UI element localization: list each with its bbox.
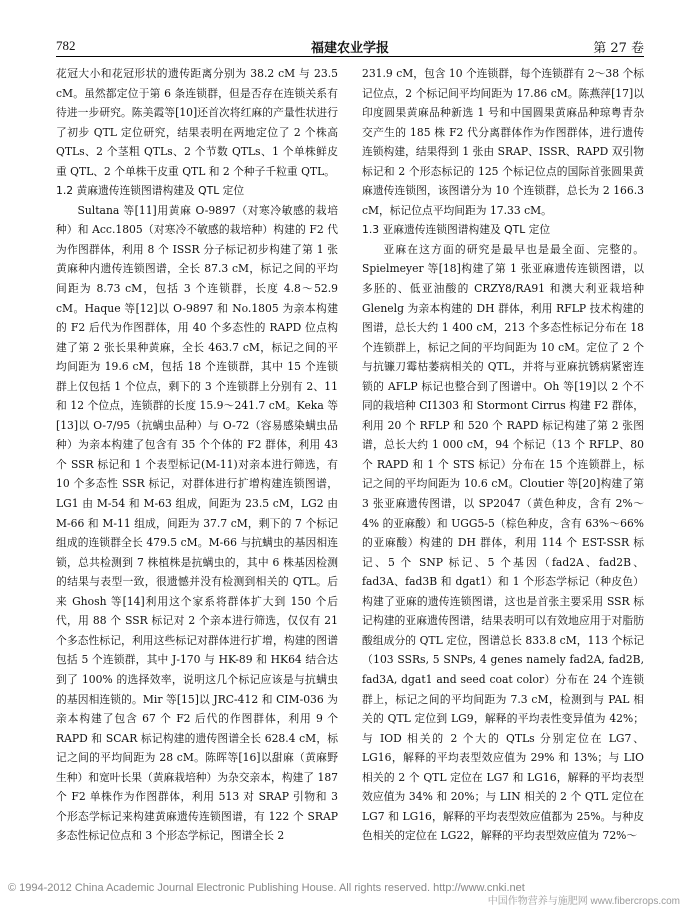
paragraph: Sultana 等[11]用黄麻 O-9897（对寒冷敏感的栽培种）和 Acc.1805（对寒冷不敏感的栽培种）构建的 F2 代为作图群体，利用 8 个 ISSR 分子标记初步构建了第 1 张黄麻种内遗传连锁图谱，全长 87.3 cM，标记之间的平均间距为 8.73 cM，包括 3 个连锁群，长度 4.8～52.9 cM。Haque 等[12]以 O-9897 和 No.1805 为亲本构建的 F2 后代为作图群体，用 40 个多态性的 RAPD 位点构建了第 2 张长果种黄麻，全长 463.7 cM，标记之间的平均间距为 19.6 cM，包括 18 个连锁群，其中 15 个连锁群上仅包括 1 个位点，剩下的 3 个连锁群上分别有 2、11 和 12 个位点，连锁群的长度 15.9～241.7 cM。Keka 等[13]以 O-7/95（抗螨虫品种）与 O-72（容易感染螨虫品种）为亲本构建了包含有 35 个个体的 F2 群体，利用 43 个 SSR 标记和 1 个表型标记(M-11)对亲本进行筛选，有 10 个多态性 SSR 标记，对群体进行扩增构建连锁图谱，LG1 由 M-54 和 M-63 组成，间距为 23.5 cM，LG2 由 M-66 和 M-11 组成，间距为 37.7 cM，剩下的 7 个标记组成的连锁群全长 479.5 cM。M-66 与抗螨虫的基因相连锁，总共检测到 7 株植株是抗螨虫的，其中 6 株基因检测的结果与表型一致，很遗憾并没有检测到相关的 QTL。后来 Ghosh 等[14]利用这个家系将群体扩大到 150 个后代，用 88 个 SSR 标记对 2 个亲本进行筛选，仅仅有 21 个多态性标记，利用这些标记对群体进行扩增，构建的图谱包括 5 个连锁群，其中 J-170 与 HK-89 和 HK64 结合达到了 100% 的选择效率，说明这几个标记应该是与抗螨虫的基因相连锁的。Mir 等[15]以 JRC-412 和 CIM-036 为亲本构建了包含 67 个 F2 后代的作图群体，利用 9 个 RAPD 和 SCAR 标记构建的遗传图谱全长 628.4 cM，标记之间的平均间距为 28 cM。陈晖等[16]以甜麻（黄麻野生种）和宽叶长果（黄麻栽培种）为杂交亲本，构建了 187 个 F2 单株作为作图群体，利用 513 对 SRAP 引物和 3 个形态学标记来构建黄麻遗传连锁图谱，有 122 个 SRAP 多态性标记位点和 3 个形态学标记，图谱全长 2 bbox=[56, 203, 338, 843]
copyright-notice: © 1994-2012 China Academic Journal Electronic Publishing House. All rights reserved. http://www.cnki.net bbox=[8, 882, 525, 894]
right-column bbox=[362, 64, 644, 846]
paragraph: 亚麻在这方面的研究是最早也是最全面、完整的。Spielmeyer 等[18]构建了第 1 张亚麻遗传连锁图谱，以多胚的、低亚油酸的 CRZY8/RA91 和澳大利亚栽培种 Glenelg 为亲本构建的 DH 群体，利用 RFLP 技术构建的图谱，总长大约 1 400 cM，213 个多态性标记分布在 18 个连锁群上，标记之间的平均间距为 10 cM。定位了 2 个与抗镰刀霉枯萎病相关的 QTL，并将与亚麻抗锈病紧密连锁的 AFLP 标记也整合到了图谱中。Oh 等[19]以 2 个不同的栽培种 CI1303 和 Stormont Cirrus 构建 F2 群体，利用 20 个 RFLP 和 520 个 RAPD 标记构建了第 2 张图谱，总长大约 1 000 cM，94 个标记（13 个 RFLP、80 个 RAPD 和 1 个 STS 标记）分布在 15 个连锁群上，标记之间的平均间距为 10.6 cM。Cloutier 等[20]构建了第 3 张亚麻遗传图谱，以 SP2047（黄色种皮，含有 2%～4% 的亚麻酸）和 UGG5-5（棕色种皮，含有 63%～66% 的亚麻酸）构建的 DH 群体，利用 114 个 EST-SSR 标记、5 个 SNP 标记、5 个基因（fad2A、fad2B、fad3A、fad3B 和 dgat1）和 1 个形态学标记（种皮色）构建了亚麻的遗传连锁图谱，这也是首张主要采用 SSR 标记构建的亚麻遗传图谱，结果表明可以有效地应用于对脂肪酸组成分的 QTL 定位，图谱总长 833.8 cM，113 个标记（103 SSRs, 5 SNPs, 4 genes namely fad2A, fad2B, fad3A, dgat1 and seed coat color）分布在 24 个连锁群上，标记之间的平均间距为 7.3 cM，检测到与 PAL 相关的 QTL 定位到 LG9，解释的平均表性变异值为 42%；与 IOD 相关的 2 个大的 QTLs 分别定位在 LG7、LG16，解释的平均表型效应值为 29% 和 13%；与 LIO 相关的 2 个 QTL 定位在 LG7 和 LG16，解释的平均表型效应值为 34% 和 20%；与 LIN 相关的 2 个 QTL 定位在 LG7 和 LG16，解释的平均表型效应值都为 25%。与种皮色相关的定位在 LG22，解释的平均表型效应值为 72%～ bbox=[362, 242, 644, 843]
page-footer bbox=[8, 882, 680, 907]
page-header bbox=[56, 36, 644, 57]
left-column bbox=[56, 64, 338, 846]
section-heading: 1.3 亚麻遗传连锁图谱构建及 QTL 定位 bbox=[362, 223, 551, 237]
page-number: 782 bbox=[56, 38, 76, 53]
section-heading: 1.2 黄麻遗传连锁图谱构建及 QTL 定位 bbox=[56, 184, 245, 198]
paragraph: 花冠大小和花冠形状的遗传距离分别为 38.2 cM 与 23.5 cM。虽然都定位于第 6 条连锁群，但是否存在连锁关系有待进一步研究。陈美霞等[10]还首次将红麻的产量性状进行了初步 QTL 定位研究，结果表明在两地定位了 2 个株高 QTLs、2 个茎粗 QTLs、2 个节数 QTLs、1 个单株鲜皮重 QTL、2 个单株干皮重 QTL 和 2 个种子千粒重 QTL。 bbox=[56, 67, 338, 178]
journal-title: 福建农业学报 bbox=[310, 41, 389, 56]
watermark: 中国作物营养与施肥网 www.fibercrops.com bbox=[487, 896, 680, 907]
paragraph: 231.9 cM，包含 10 个连锁群，每个连锁群有 2～38 个标记位点，2 个标记间平均间距为 17.86 cM。陈燕萍[17]以印度圆果黄麻品种新选 1 号和中国圆果黄麻品种琼粤青杂交产生的 185 株 F2 代分离群体作为作图群体，进行遗传连锁构建，结果得到 1 张由 SRAP、ISSR、RAPD 双引物标记和 2 个形态标记的 125 个标记位点的国际首张圆果黄麻遗传连锁图，该图谱分为 10 个连锁群，总长为 2 166.3 cM，标记位点平均间距为 17.33 cM。 bbox=[362, 67, 644, 217]
volume-label: 第 27 卷 bbox=[593, 41, 644, 56]
